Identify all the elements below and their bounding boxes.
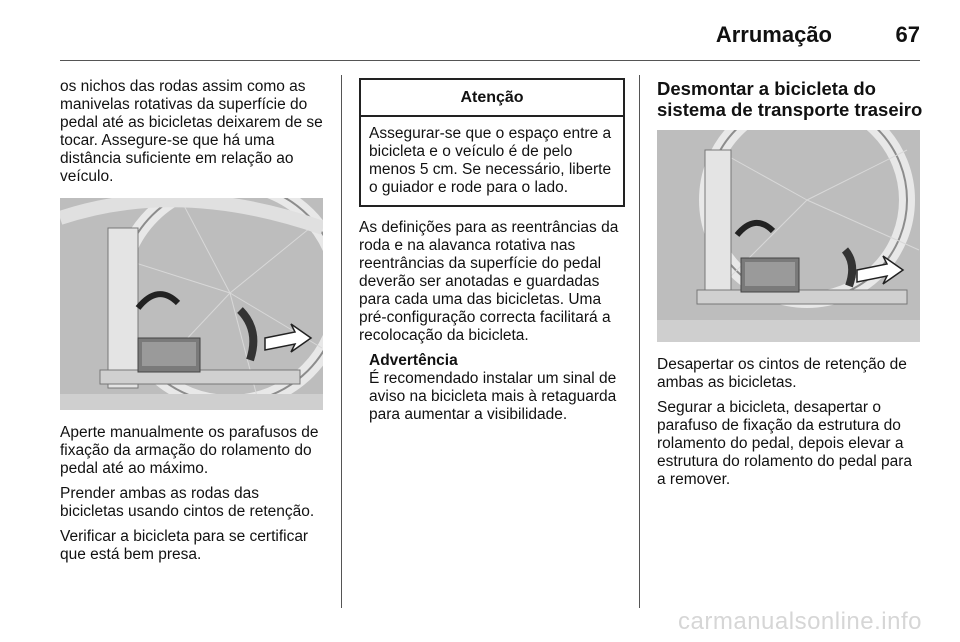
page-header bbox=[60, 18, 920, 58]
instruction-verify: Verificar a bicicleta para se certificar que está bem presa. bbox=[60, 528, 309, 563]
header-divider bbox=[60, 60, 920, 61]
column-divider-2 bbox=[639, 75, 640, 608]
column-left bbox=[60, 78, 326, 571]
column-middle bbox=[359, 78, 625, 424]
instruction-straps: Prender ambas as rodas das bicicletas usando cintos de retenção. bbox=[60, 485, 315, 520]
section-heading: Desmontar a bicicleta do sistema de transporte traseiro bbox=[657, 78, 923, 120]
bike-rack-removal-illustration bbox=[657, 130, 920, 342]
settings-paragraph: As definições para as reentrâncias da roda e na alavanca rotativa nas reentrâncias da superfície do pedal deverão ser anotadas e guardadas para cada uma das bicicletas. Uma pré-configuração correcta facilitará a recolocação da bicicleta. bbox=[359, 219, 619, 344]
attention-box bbox=[359, 78, 625, 207]
attention-text: Assegurar-se que o espaço entre a bicicleta e o veículo é de pelo menos 5 cm. Se necessário, liberte o guiador e rode para o lado. bbox=[369, 125, 612, 196]
page-number: 67 bbox=[895, 22, 920, 47]
watermark: carmanualsonline.info bbox=[678, 608, 922, 635]
instruction-release-straps: Desapertar os cintos de retenção de ambas as bicicletas. bbox=[657, 356, 907, 391]
attention-title: Atenção bbox=[361, 80, 623, 117]
page-title: Arrumação bbox=[715, 22, 832, 47]
instruction-tighten: Aperte manualmente os parafusos de fixação da armação do rolamento do pedal até ao máximo. bbox=[60, 424, 319, 477]
instruction-remove-frame: Segurar a bicicleta, desapertar o parafuso de fixação da estrutura do rolamento do pedal, depois elevar a estrutura do rolamento do pedal para a remover. bbox=[657, 399, 913, 488]
intro-paragraph: os nichos das rodas assim como as manivelas rotativas da superfície do pedal até as bicicletas deixarem de se tocar. Assegure-se que há uma distância suficiente em relação ao veículo. bbox=[60, 78, 323, 185]
note-title: Advertência bbox=[369, 352, 458, 369]
note-text: É recomendado instalar um sinal de aviso na bicicleta mais à retaguarda para aumentar a visibilidade. bbox=[369, 370, 617, 423]
column-divider-1 bbox=[341, 75, 342, 608]
bike-rack-mount-illustration bbox=[60, 198, 323, 410]
column-right bbox=[657, 78, 923, 496]
